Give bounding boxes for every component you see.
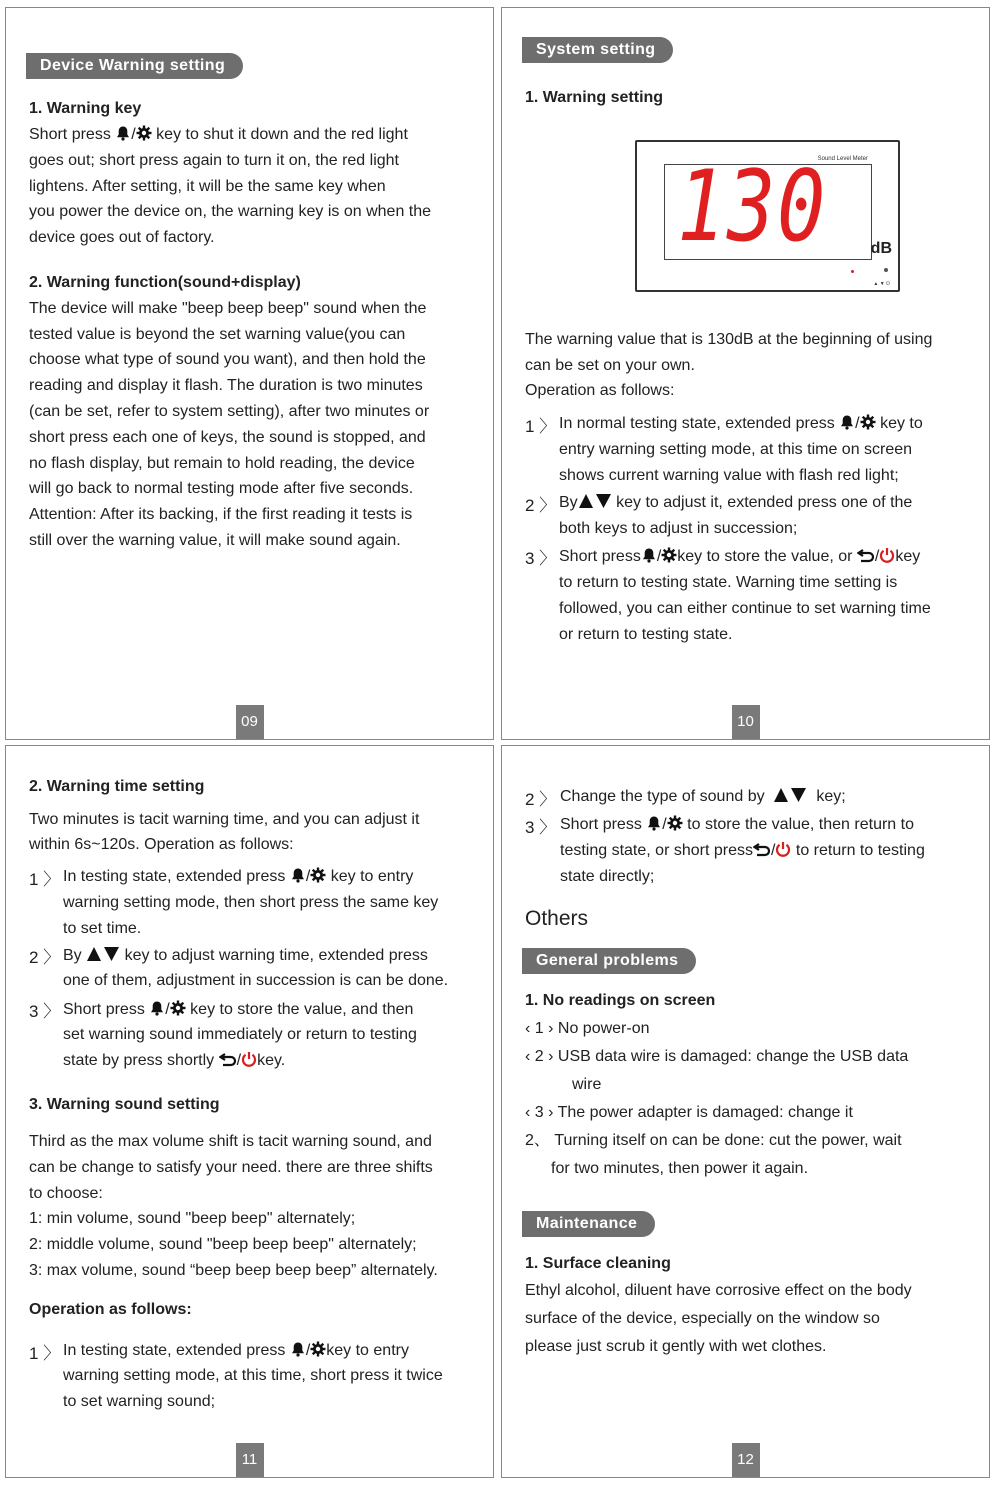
step-line: followed, you can either continue to set warning time xyxy=(559,600,931,617)
step-line: to set warning sound; xyxy=(63,1393,216,1410)
paragraph-line: you power the device on, the warning key is on when the xyxy=(29,203,432,220)
paragraph-line: tested value is beyond the set warning value(you can xyxy=(29,326,406,343)
paragraph-line: no flash display, but remain to hold reading, the device xyxy=(29,455,415,472)
indicator-dot xyxy=(851,270,854,273)
step-number: 2 〉 xyxy=(29,948,61,967)
section-badge: General problems xyxy=(522,948,696,974)
paragraph-line: please just scrub it gently with wet clothes. xyxy=(525,1338,827,1355)
bell-icon xyxy=(290,867,306,883)
section-badge: Device Warning setting xyxy=(26,53,243,79)
list-item: ‹ 2 › USB data wire is damaged: change the USB data xyxy=(525,1048,909,1065)
up-down-triangle-icon xyxy=(86,946,120,962)
step-line: warning setting mode, then short press the same key xyxy=(63,894,439,911)
step-number: 1 〉 xyxy=(29,1344,61,1363)
return-arrow-icon xyxy=(857,547,875,563)
paragraph-line: goes out; short press again to turn it on, the red light xyxy=(29,152,399,169)
paragraph-line: 3: max volume, sound “beep beep beep beep” alternately. xyxy=(29,1262,438,1279)
step-number: 2 〉 xyxy=(525,496,557,515)
paragraph-line: reading and display it flash. The duration is two minutes xyxy=(29,377,423,394)
paragraph-line: The warning value that is 130dB at the beginning of using xyxy=(525,331,933,348)
paragraph-line: will go back to normal testing mode after five seconds. xyxy=(29,480,414,497)
paragraph-line: within 6s~120s. Operation as follows: xyxy=(29,836,294,853)
step-line: Short press / key to store the value, or / key xyxy=(559,548,921,565)
gear-icon xyxy=(667,815,683,831)
step-line: one of them, adjustment in succession is can be done. xyxy=(63,972,449,989)
step-line: to set time. xyxy=(63,920,142,937)
list-item: ‹ 1 › No power-on xyxy=(525,1020,650,1037)
list-item: wire xyxy=(572,1076,602,1093)
step-number: 3 〉 xyxy=(525,549,557,568)
paragraph-line: choose what type of sound you want), and then hold the xyxy=(29,351,426,368)
step-line: By key to adjust it, extended press one of the xyxy=(559,494,913,511)
step-number: 3 〉 xyxy=(525,818,557,837)
return-arrow-icon xyxy=(753,841,771,857)
step-line: In normal testing state, extended press / key to xyxy=(559,415,923,432)
step-line: set warning sound immediately or return to testing xyxy=(63,1026,417,1043)
gear-icon xyxy=(860,414,876,430)
bell-icon xyxy=(115,125,131,141)
key-markings: ▲ ▼ ⏻ xyxy=(873,281,890,287)
gear-icon xyxy=(661,547,677,563)
section-badge: System setting xyxy=(522,37,673,63)
step-number: 2 〉 xyxy=(525,790,557,809)
display-value: 130 xyxy=(677,150,828,264)
paragraph-line: to choose: xyxy=(29,1185,103,1202)
page-number: 12 xyxy=(732,1443,760,1477)
gear-icon xyxy=(310,1341,326,1357)
step-line: both keys to adjust in succession; xyxy=(559,520,798,537)
section-title-others: Others xyxy=(525,907,589,930)
step-line: or return to testing state. xyxy=(559,626,733,643)
device-display-illustration xyxy=(635,140,900,292)
gear-icon xyxy=(136,125,152,141)
heading-warning-key: 1. Warning key xyxy=(29,100,142,117)
step-line: state directly; xyxy=(560,868,655,885)
page-11 xyxy=(5,745,494,1478)
paragraph-line: lightens. After setting, it will be the same key when xyxy=(29,178,386,195)
heading-operation: Operation as follows: xyxy=(29,1301,192,1318)
heading-warning-sound: 3. Warning sound setting xyxy=(29,1096,220,1113)
bell-icon xyxy=(149,1000,165,1016)
page-number: 09 xyxy=(236,705,264,739)
heading-no-readings: 1. No readings on screen xyxy=(525,992,716,1009)
step-line: to return to testing state. Warning time setting is xyxy=(559,574,898,591)
list-item: ‹ 3 › The power adapter is damaged: change it xyxy=(525,1104,853,1121)
page-12 xyxy=(501,745,990,1478)
bell-icon xyxy=(290,1341,306,1357)
step-line: Change the type of sound by key; xyxy=(560,788,846,805)
page-10 xyxy=(501,7,990,740)
step-line: testing state, or short press / to return to testing xyxy=(560,842,925,859)
power-icon xyxy=(879,547,895,563)
step-line: In testing state, extended press / key to entry xyxy=(63,1342,409,1359)
power-icon xyxy=(775,841,791,857)
paragraph-line: 1: min volume, sound "beep beep" alternately; xyxy=(29,1210,356,1227)
paragraph-line: surface of the device, especially on the window so xyxy=(525,1310,880,1327)
step-number: 3 〉 xyxy=(29,1002,61,1021)
paragraph-line: 2: middle volume, sound "beep beep beep" alternately; xyxy=(29,1236,417,1253)
up-down-triangle-icon xyxy=(773,787,807,803)
step-line: By key to adjust warning time, extended press xyxy=(63,947,428,964)
paragraph-line: can be set on your own. xyxy=(525,357,695,374)
paragraph-line: can be change to satisfy your need. there are three shifts xyxy=(29,1159,433,1176)
heading-warning-function: 2. Warning function(sound+display) xyxy=(29,274,301,291)
gear-icon xyxy=(310,867,326,883)
step-number: 1 〉 xyxy=(29,870,61,889)
paragraph-line: (can be set, refer to system setting), after two minutes or xyxy=(29,403,430,420)
step-line: Short press / to store the value, then return to xyxy=(560,816,914,833)
heading-warning-setting: 1. Warning setting xyxy=(525,89,664,106)
up-down-triangle-icon xyxy=(578,493,612,509)
paragraph-line: Attention: After its backing, if the first reading it tests is xyxy=(29,506,413,523)
list-item: 2、 Turning itself on can be done: cut the power, wait xyxy=(525,1132,902,1149)
gear-icon xyxy=(170,1000,186,1016)
page-number: 11 xyxy=(236,1443,264,1477)
step-line: entry warning setting mode, at this time on screen xyxy=(559,441,913,458)
heading-surface-cleaning: 1. Surface cleaning xyxy=(525,1255,671,1272)
paragraph-line: device goes out of factory. xyxy=(29,229,215,246)
paragraph-line: Ethyl alcohol, diluent have corrosive effect on the body xyxy=(525,1282,912,1299)
step-line: Short press / key to store the value, and then xyxy=(63,1001,414,1018)
bell-icon xyxy=(839,414,855,430)
bell-icon xyxy=(646,815,662,831)
paragraph-line: The device will make "beep beep beep" sound when the xyxy=(29,300,427,317)
heading-warning-time: 2. Warning time setting xyxy=(29,778,205,795)
section-badge: Maintenance xyxy=(522,1211,655,1237)
display-label: Sound Level Meter xyxy=(817,156,868,162)
page-number: 10 xyxy=(732,705,760,739)
return-arrow-icon xyxy=(219,1051,237,1067)
step-number: 1 〉 xyxy=(525,417,557,436)
paragraph-line: Third as the max volume shift is tacit warning sound, and xyxy=(29,1133,432,1150)
list-item: for two minutes, then power it again. xyxy=(551,1160,809,1177)
step-line: state by press shortly / key. xyxy=(63,1052,286,1069)
indicator-dot xyxy=(884,268,888,272)
power-icon xyxy=(241,1051,257,1067)
bell-icon xyxy=(641,547,657,563)
step-line: In testing state, extended press / key to entry xyxy=(63,868,414,885)
paragraph-line: Short press / key to shut it down and the red light xyxy=(29,126,408,143)
paragraph-line: still over the warning value, it will make sound again. xyxy=(29,532,401,549)
page-09 xyxy=(5,7,494,740)
paragraph-line: Operation as follows: xyxy=(525,382,675,399)
paragraph-line: short press each one of keys, the sound is stopped, and xyxy=(29,429,426,446)
step-line: shows current warning value with flash red light; xyxy=(559,467,899,484)
display-unit: dB xyxy=(870,240,892,257)
paragraph-line: Two minutes is tacit warning time, and you can adjust it xyxy=(29,811,420,828)
step-line: warning setting mode, at this time, short press it twice xyxy=(63,1367,443,1384)
